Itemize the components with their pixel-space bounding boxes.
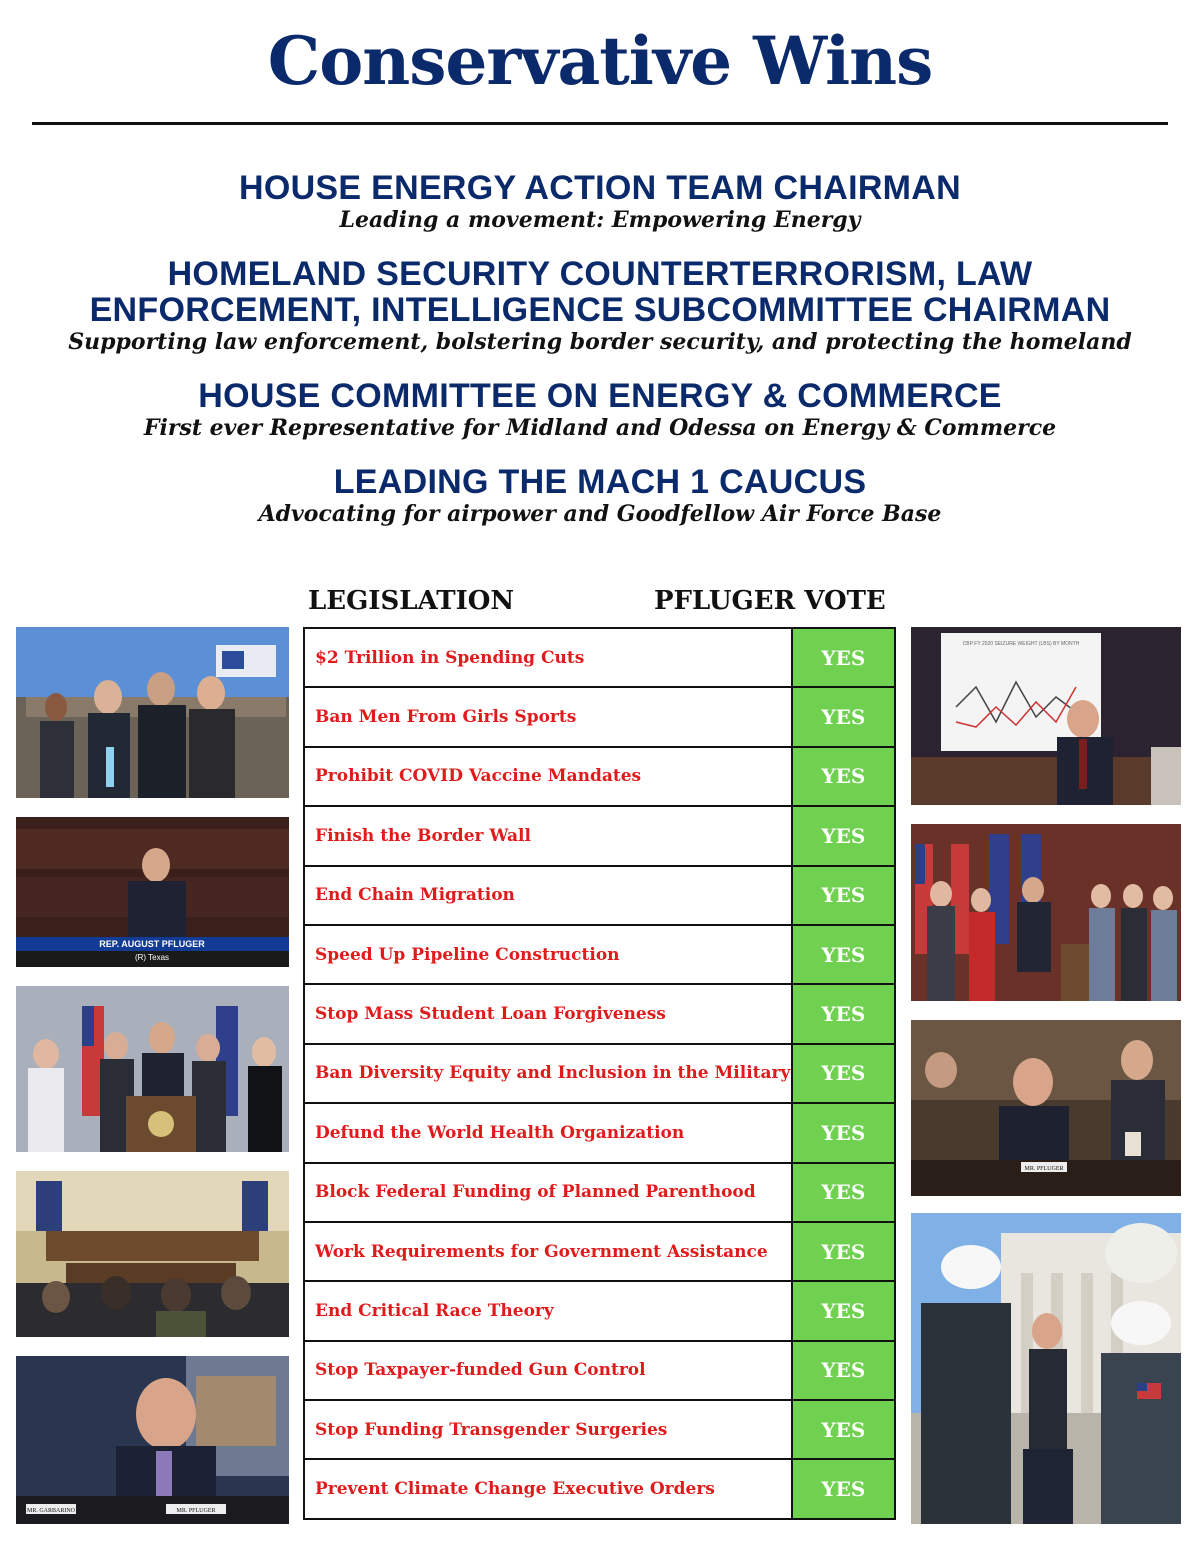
bill-name: Prevent Climate Change Executive Orders	[304, 1459, 792, 1518]
table-row	[304, 1222, 895, 1281]
role-subtitle: Advocating for airpower and Goodfellow Air Force Base	[258, 501, 942, 527]
role-subtitle: Leading a movement: Empowering Energy	[339, 207, 861, 233]
role-subtitle: First ever Representative for Midland and Odessa on Energy & Commerce	[143, 415, 1057, 441]
role-mach1-caucus	[0, 464, 1200, 528]
nameplate-pfluger: MR. PFLUGER	[176, 1508, 216, 1514]
table-row	[304, 1459, 895, 1518]
nameplate-pfluger-dais: MR. PFLUGER	[1024, 1166, 1064, 1172]
bill-name: Stop Mass Student Loan Forgiveness	[304, 984, 792, 1043]
bill-name: Finish the Border Wall	[304, 806, 792, 865]
photo-press-conference-podium	[16, 986, 289, 1152]
table-row	[304, 1281, 895, 1340]
table-row	[304, 747, 895, 806]
legislation-header: LEGISLATION	[308, 586, 515, 616]
vote-header: PFLUGER VOTE	[654, 586, 886, 616]
bill-name: Stop Funding Transgender Surgeries	[304, 1400, 792, 1459]
vote-cell: YES	[792, 925, 895, 984]
vote-cell: YES	[792, 1103, 895, 1162]
vote-cell: YES	[792, 984, 895, 1043]
votes-table	[303, 627, 896, 1520]
photo-outdoor-rally	[16, 627, 289, 798]
table-row	[304, 1103, 895, 1162]
vote-cell: YES	[792, 747, 895, 806]
photo-hearing-room	[16, 1171, 289, 1337]
table-row	[304, 806, 895, 865]
table-row	[304, 1400, 895, 1459]
vote-cell: YES	[792, 687, 895, 746]
bill-name: Speed Up Pipeline Construction	[304, 925, 792, 984]
bill-name: End Critical Race Theory	[304, 1281, 792, 1340]
role-title: HOUSE ENERGY ACTION TEAM CHAIRMAN	[238, 169, 962, 207]
bill-name: Prohibit COVID Vaccine Mandates	[304, 747, 792, 806]
bill-name: Defund the World Health Organization	[304, 1103, 792, 1162]
vote-cell: YES	[792, 1163, 895, 1222]
photo-house-floor-speech	[16, 817, 289, 967]
table-row	[304, 984, 895, 1043]
vote-cell: YES	[792, 1222, 895, 1281]
table-row	[304, 628, 895, 687]
vote-cell: YES	[792, 1281, 895, 1340]
role-energy-commerce	[0, 378, 1200, 442]
bill-name: Ban Diversity Equity and Inclusion in the Military	[304, 1044, 792, 1103]
role-subtitle: Supporting law enforcement, bolstering border security, and protecting the homeland	[68, 329, 1132, 355]
table-row	[304, 925, 895, 984]
vote-cell: YES	[792, 1044, 895, 1103]
photo-chart-presentation	[911, 627, 1181, 805]
role-title: LEADING THE MACH 1 CAUCUS	[333, 463, 867, 501]
title-divider	[32, 122, 1168, 125]
floor-caption-party: (R) Texas	[134, 953, 170, 962]
table-row	[304, 687, 895, 746]
bill-name: Ban Men From Girls Sports	[304, 687, 792, 746]
bill-name: Work Requirements for Government Assistance	[304, 1222, 792, 1281]
role-energy-action-team	[0, 170, 1200, 234]
vote-cell: YES	[792, 866, 895, 925]
vote-cell: YES	[792, 1459, 895, 1518]
bill-name: End Chain Migration	[304, 866, 792, 925]
table-row	[304, 866, 895, 925]
chart-board-title: CBP FY 2020 SEIZURE WEIGHT (LBS) BY MONTH	[962, 641, 1080, 647]
table-row	[304, 1341, 895, 1400]
role-title: HOUSE COMMITTEE ON ENERGY & COMMERCE	[198, 377, 1002, 415]
photo-committee-speaking	[16, 1356, 289, 1524]
page-title: Conservative Wins	[267, 22, 933, 100]
bill-name: Stop Taxpayer-funded Gun Control	[304, 1341, 792, 1400]
table-row	[304, 1163, 895, 1222]
table-row	[304, 1044, 895, 1103]
photo-capitol-workers	[911, 1213, 1181, 1524]
vote-cell: YES	[792, 1341, 895, 1400]
photo-committee-dais	[911, 1020, 1181, 1196]
floor-caption-name: REP. AUGUST PFLUGER	[99, 939, 205, 949]
nameplate-garbarino: MR. GARBARINO	[26, 1508, 76, 1514]
vote-cell: YES	[792, 1400, 895, 1459]
role-title: HOMELAND SECURITY COUNTERTERRORISM, LAW ENFORCEMENT, INTELLIGENCE SUBCOMMITTEE CHAIRMAN	[89, 255, 1111, 329]
role-homeland-security	[0, 256, 1200, 356]
roles-section	[0, 170, 1200, 550]
vote-cell: YES	[792, 628, 895, 687]
vote-cell: YES	[792, 806, 895, 865]
photo-group-press-event	[911, 824, 1181, 1001]
bill-name: Block Federal Funding of Planned Parenthood	[304, 1163, 792, 1222]
bill-name: $2 Trillion in Spending Cuts	[304, 628, 792, 687]
